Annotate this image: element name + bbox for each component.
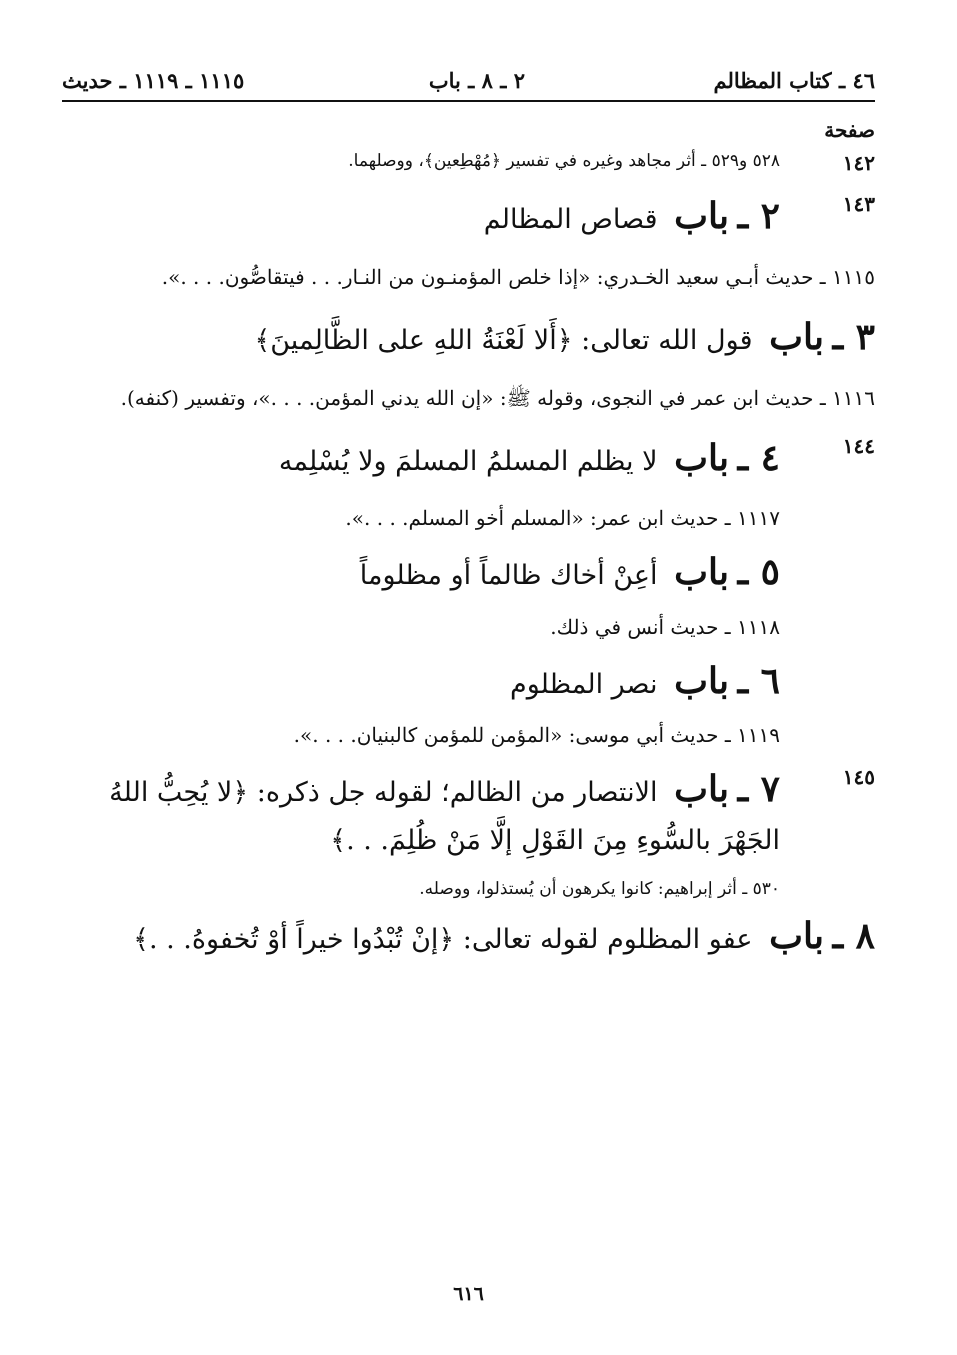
bab-word: باب bbox=[769, 915, 824, 958]
bab-number: ٥ ـ bbox=[737, 551, 780, 594]
entry-text: ١١١٧ ـ حديث ابن عمر: «المسلم أخو المسلم. . . .». bbox=[345, 506, 780, 531]
hadith-entry bbox=[62, 252, 875, 303]
bab-title: أعِنْ أخاك ظالماً أو مظلوماً bbox=[359, 560, 658, 592]
bab-title: قصاص المظالم bbox=[483, 204, 658, 236]
bab-title: لا يظلم المسلمُ المسلمَ ولا يُسْلِمه bbox=[278, 445, 658, 477]
bab-number: ٦ ـ bbox=[737, 659, 780, 702]
running-head-bab-range: ٢ ـ ٨ ـ باب bbox=[428, 68, 525, 93]
bab-number: ٤ ـ bbox=[737, 436, 780, 479]
bab-number: ٢ ـ bbox=[737, 195, 780, 238]
bab-word: باب bbox=[769, 315, 824, 358]
bab-word: باب bbox=[674, 551, 729, 594]
bab-heading bbox=[62, 544, 875, 602]
running-head bbox=[62, 60, 875, 102]
bab-title: عفو المظلوم لقوله تعالى: ﴿إنْ تُبْدُوا خيراً أوْ تُخفوهُ. . .﴾ bbox=[133, 924, 753, 956]
hadith-entry bbox=[62, 373, 875, 424]
bab-heading bbox=[62, 430, 875, 488]
index-entry-athar bbox=[62, 148, 875, 174]
hadith-entry bbox=[62, 602, 875, 653]
running-head-hadith-range: ١١١٥ ـ ١١١٩ ـ حديث bbox=[62, 68, 245, 93]
bab-word: باب bbox=[674, 436, 729, 479]
bab-heading bbox=[62, 188, 875, 246]
running-head-chapter: ٤٦ ـ كتاب المظالم bbox=[713, 68, 875, 93]
page-column-label: صفحة bbox=[824, 118, 875, 142]
entry-text: ١١١٥ ـ حديث أبـي سعيد الخـدري: «إذا خلص المؤمنـون من النـار. . . فيتقاصُّون. . . .». bbox=[161, 264, 875, 289]
entry-text: ٥٢٨ و٥٢٩ ـ أثر مجاهد وغيره في تفسير ﴿مُهْطِعين﴾، ووصلهما. bbox=[348, 151, 780, 171]
page-ref: ١٤٥ bbox=[842, 765, 875, 790]
bab-number: ٨ ـ bbox=[832, 915, 875, 958]
index-entry-athar bbox=[62, 876, 875, 902]
entry-text: ١١١٦ ـ حديث ابن عمر في النجوى، وقوله ﷺ: «إن الله يدني المؤمن. . . .»، وتفسير (كنفه). bbox=[120, 385, 875, 410]
bab-heading bbox=[62, 908, 875, 966]
entry-text: ١١١٨ ـ حديث أنس في ذلك. bbox=[550, 614, 780, 639]
folio-number: ٦١٦ bbox=[453, 1283, 484, 1305]
page-ref: ١٤٤ bbox=[842, 433, 875, 458]
hadith-entry bbox=[62, 710, 875, 761]
bab-word: باب bbox=[674, 659, 729, 702]
page-ref: ١٤٣ bbox=[842, 192, 875, 217]
bab-number: ٣ ـ bbox=[832, 315, 875, 358]
bab-heading bbox=[62, 653, 875, 711]
entry-text: ٥٣٠ ـ أثر إبراهيم: كانوا يكرهون أن يُستذلوا، ووصله. bbox=[419, 879, 780, 900]
page-ref: ١٤٢ bbox=[842, 151, 875, 175]
bab-title: الانتصار من الظالم؛ لقوله جل ذكره: ﴿لا يُحِبُّ اللهُ الجَهْرَ بالسُّوءِ مِنَ القَوْلِ إلَّا مَنْ ظُلِمَ. . .﴾ bbox=[109, 777, 780, 856]
bab-word: باب bbox=[674, 195, 729, 238]
book-page bbox=[62, 60, 875, 1305]
bab-heading bbox=[62, 309, 875, 367]
bab-word: باب bbox=[674, 768, 729, 811]
entry-text: ١١١٩ ـ حديث أبي موسى: «المؤمن للمؤمن كالبنيان. . . .». bbox=[293, 723, 780, 748]
hadith-entry bbox=[62, 493, 875, 544]
bab-number: ٧ ـ bbox=[737, 768, 780, 811]
bab-title: نصر المظلوم bbox=[509, 668, 658, 700]
bab-heading bbox=[62, 761, 875, 862]
bab-title: قول الله تعالى: ﴿أَلا لَعْنَةُ اللهِ على الظَّالِمينَ﴾ bbox=[254, 324, 753, 356]
